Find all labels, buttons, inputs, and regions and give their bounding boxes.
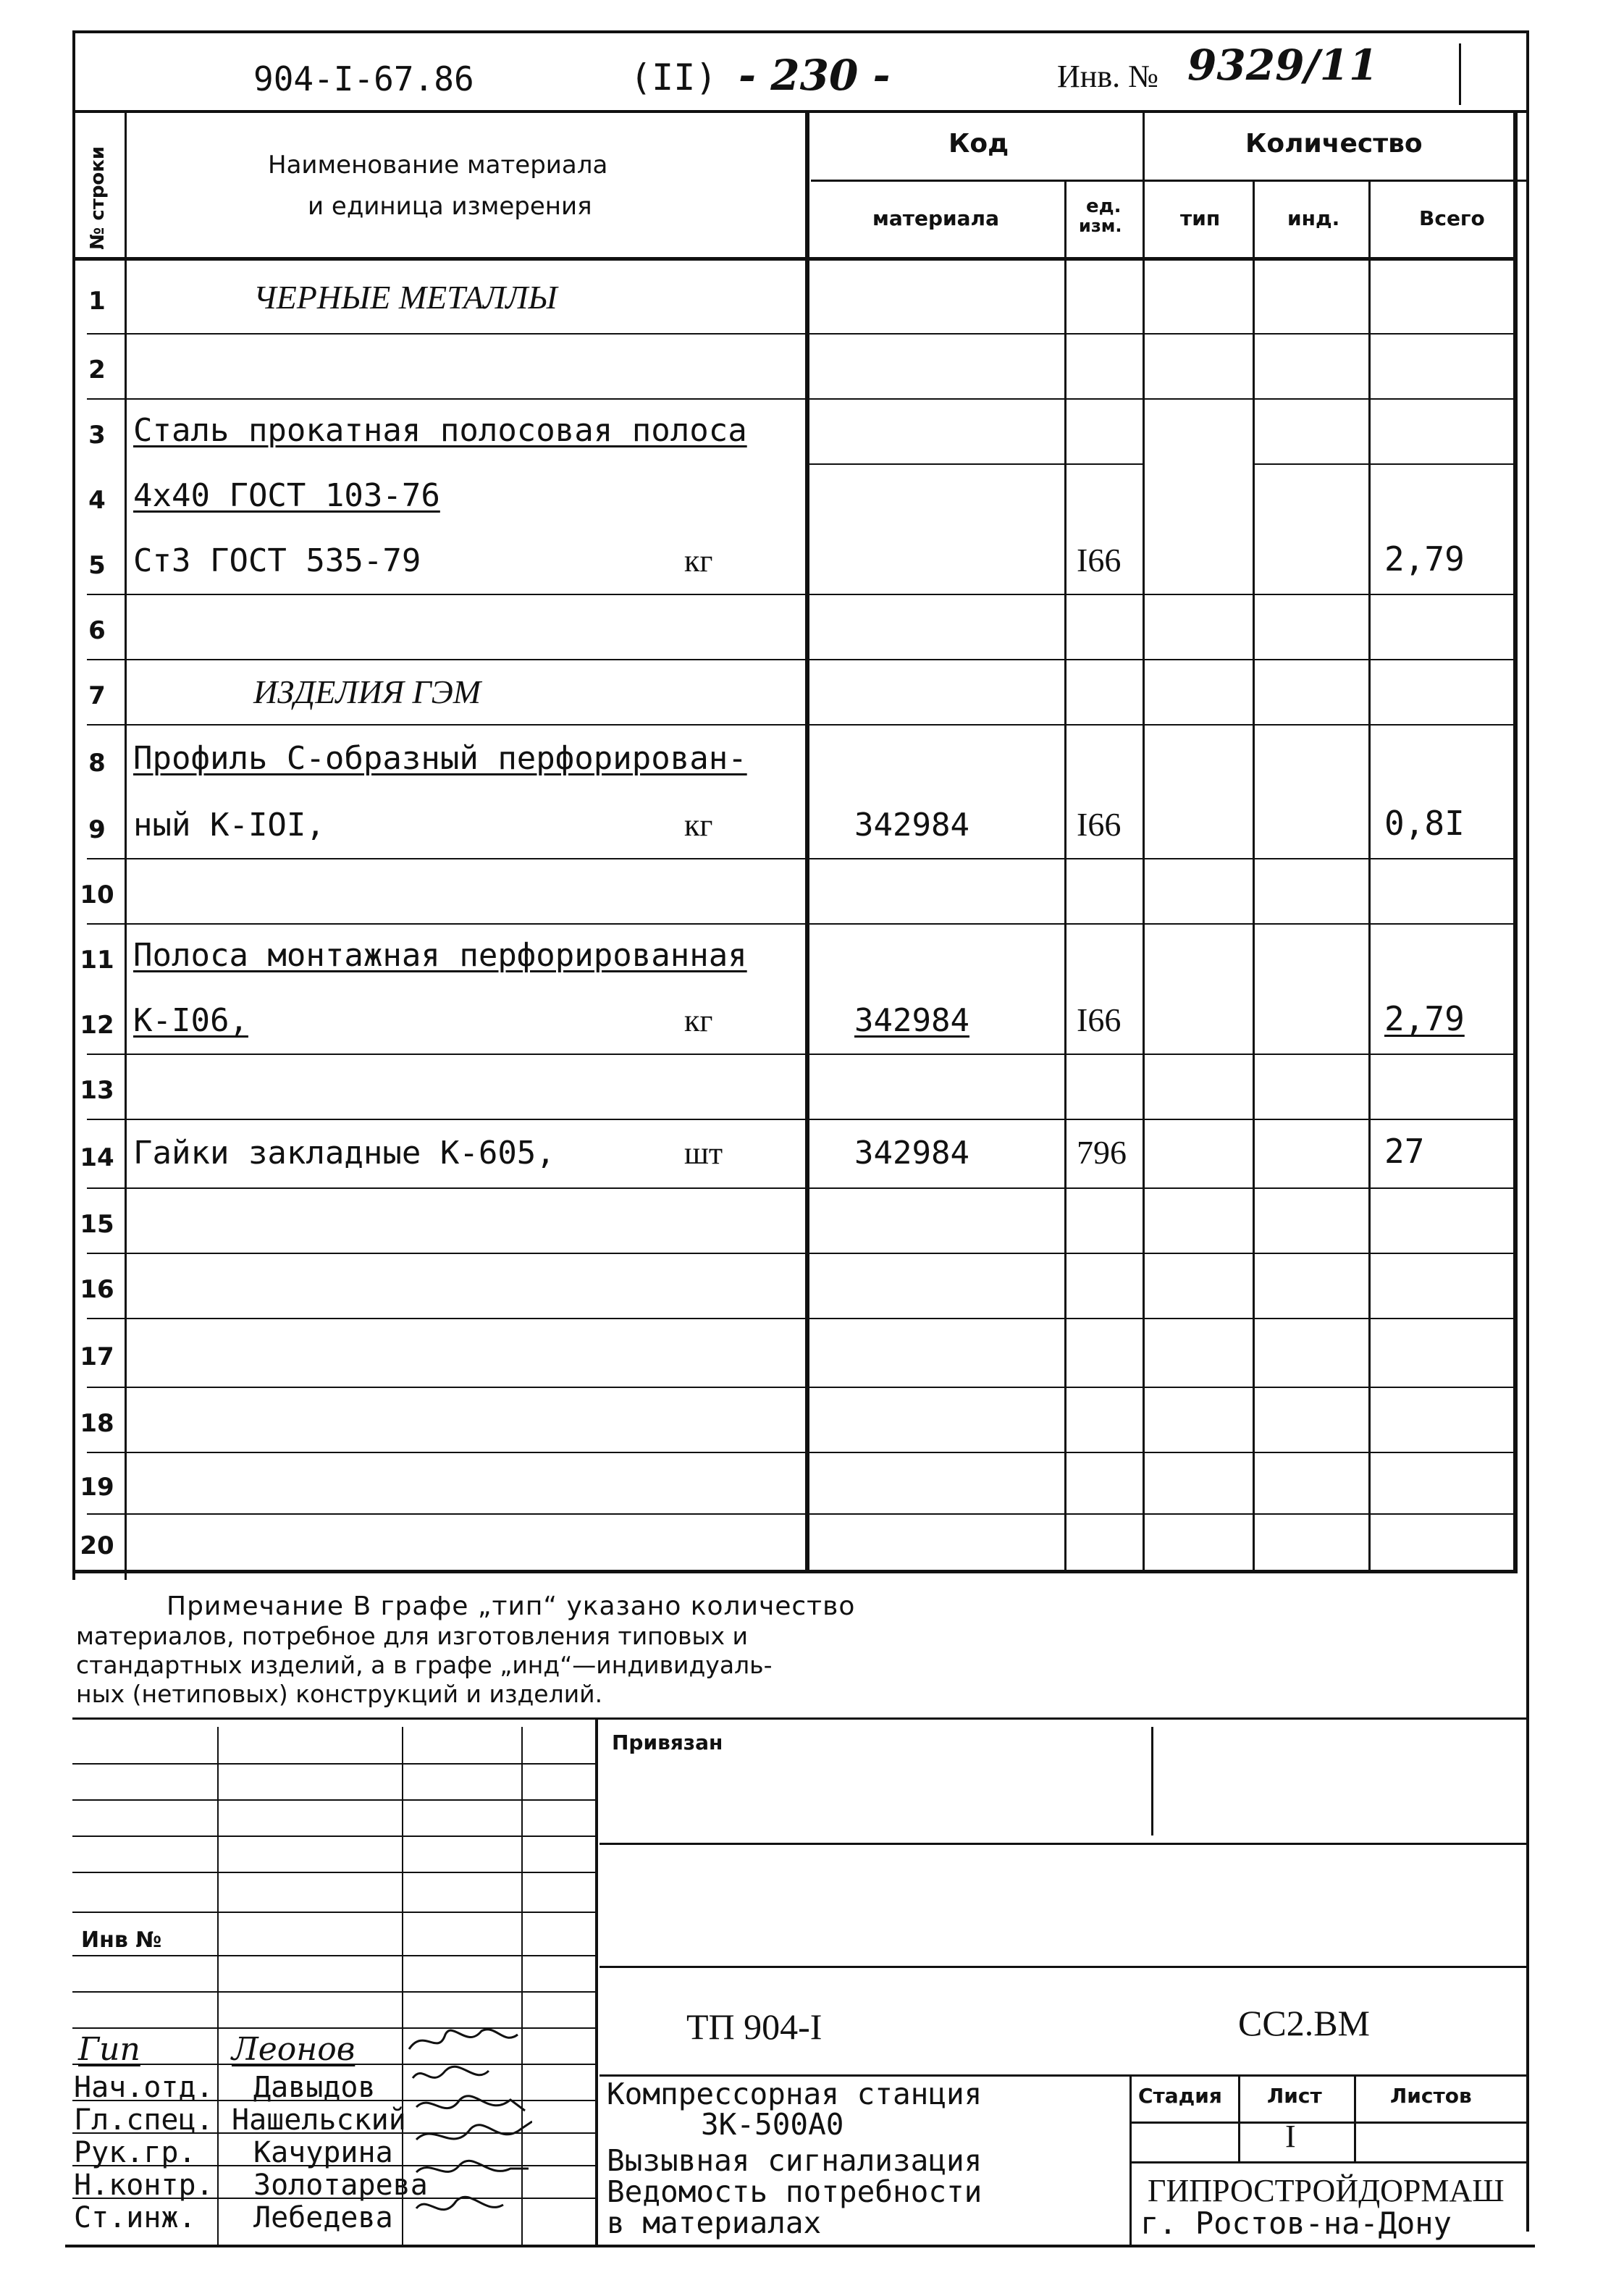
material-code: 342984 bbox=[854, 1134, 969, 1172]
title-line-3: Вызывная сигнализация bbox=[607, 2143, 983, 2178]
row-number: 12 bbox=[80, 1011, 114, 1040]
stamp-grid-h4 bbox=[72, 1872, 595, 1873]
person-name-4: Золотарева bbox=[253, 2169, 428, 2202]
stage-label: Стадия bbox=[1138, 2084, 1222, 2108]
frame-right bbox=[1526, 30, 1529, 2232]
row-separator bbox=[87, 724, 1513, 726]
sheets-label: Листов bbox=[1390, 2084, 1472, 2108]
row-separator bbox=[87, 333, 1513, 335]
material-name: ЧЕРНЫЕ МЕТАЛЛЫ bbox=[253, 279, 558, 316]
code-header: Код bbox=[948, 129, 1009, 159]
note-line-4: ных (нетиповых) конструкций и изделий. bbox=[76, 1680, 603, 1708]
stamp-grid-v1 bbox=[217, 1727, 219, 2245]
inv-number: 9329/11 bbox=[1187, 41, 1379, 90]
unit-code-header-line2: изм. bbox=[1079, 216, 1122, 236]
type-header: тип bbox=[1180, 206, 1221, 230]
row-number: 20 bbox=[80, 1531, 114, 1560]
row-number: 5 bbox=[88, 551, 106, 580]
row-separator bbox=[87, 594, 1513, 595]
material-name: К-I06, bbox=[133, 1002, 248, 1039]
unit-text: кг bbox=[684, 543, 713, 579]
row-number: 6 bbox=[88, 616, 106, 645]
frame-top bbox=[72, 30, 1528, 33]
header-mid-line bbox=[811, 180, 1528, 182]
row-separator bbox=[87, 858, 1513, 859]
note-line-2: материалов, потребное для изготовления типовых и bbox=[76, 1622, 748, 1650]
inv-label: Инв. № bbox=[1057, 59, 1159, 94]
row-separator bbox=[87, 1187, 1513, 1189]
material-name: 4х40 ГОСТ 103-76 bbox=[133, 477, 440, 514]
person-name-2: Нашельский bbox=[232, 2103, 406, 2137]
material-name: Сталь прокатная полосовая полоса bbox=[133, 412, 747, 449]
signature-leonov bbox=[409, 2030, 518, 2049]
stamp-grid-h5 bbox=[72, 1912, 595, 1913]
header-divider bbox=[1459, 43, 1461, 105]
sheet-label: Лист bbox=[1267, 2084, 1322, 2108]
total-header: Всего bbox=[1419, 206, 1485, 230]
bound-label: Привязан bbox=[612, 1731, 723, 1754]
sheet-value: I bbox=[1285, 2119, 1296, 2154]
person-role-1: Нач.отд. bbox=[74, 2071, 214, 2104]
stamp-grid-h2 bbox=[72, 1799, 595, 1801]
title-line-5: в материалах bbox=[607, 2205, 822, 2240]
note-line-3: стандартных изделий, а в графе „инд“—индивидуаль- bbox=[76, 1651, 773, 1679]
material-code: 342984 bbox=[854, 1002, 969, 1039]
stamp-top-line bbox=[72, 1717, 1529, 1720]
person-name-5: Лебедева bbox=[253, 2201, 393, 2234]
row-separator bbox=[87, 1054, 1513, 1055]
stage-row-line bbox=[1129, 2121, 1529, 2124]
bound-divider bbox=[1151, 1727, 1153, 1835]
page-number: - 230 - bbox=[739, 51, 891, 100]
quantity-header: Количество bbox=[1245, 129, 1423, 159]
header-bottom-line bbox=[72, 257, 1513, 261]
bound-bottom-line bbox=[599, 1843, 1529, 1845]
person-role-0: Гип bbox=[78, 2031, 140, 2068]
row-separator bbox=[87, 923, 1513, 925]
material-name: ный К-IOI, bbox=[133, 807, 325, 844]
person-name-1: Давыдов bbox=[253, 2071, 376, 2104]
title-line-2: 3К-500А0 bbox=[701, 2107, 844, 2142]
table-bottom-line bbox=[72, 1570, 1518, 1573]
unit-code: I66 bbox=[1077, 542, 1122, 579]
row-separator bbox=[87, 1253, 1513, 1254]
material-code-header: материала bbox=[872, 206, 999, 230]
name-header-line1: Наименование материала bbox=[268, 151, 608, 180]
signature-zolotareva bbox=[416, 2161, 529, 2172]
stamp-grid-h1 bbox=[72, 1763, 595, 1765]
stamp-grid-h3 bbox=[72, 1835, 595, 1837]
row-number: 15 bbox=[80, 1210, 114, 1239]
volume-number: (II) bbox=[630, 56, 718, 98]
signatures-graphic bbox=[402, 2020, 532, 2245]
stamp-divider bbox=[595, 1717, 598, 2245]
material-code: 342984 bbox=[854, 807, 969, 844]
sheet-right-line bbox=[1354, 2074, 1356, 2161]
row-number: 17 bbox=[80, 1342, 114, 1371]
total-quantity: 2,79 bbox=[1384, 999, 1465, 1038]
doc-code: СС2.ВМ bbox=[1238, 2003, 1371, 2043]
material-name: Профиль С-образный перфорирован- bbox=[133, 739, 747, 777]
row-number: 11 bbox=[80, 946, 114, 975]
person-name-3: Качурина bbox=[253, 2136, 393, 2169]
row-number: 2 bbox=[88, 356, 106, 384]
row-separator bbox=[805, 463, 1143, 465]
title-line-1: Компрессорная станция bbox=[607, 2077, 983, 2111]
total-quantity: 27 bbox=[1384, 1131, 1425, 1171]
row-number: 8 bbox=[88, 748, 106, 778]
row-number: 3 bbox=[88, 421, 106, 450]
row-separator bbox=[87, 1452, 1513, 1453]
material-name: ИЗДЕЛИЯ ГЭМ bbox=[253, 673, 481, 710]
col-line-total bbox=[1513, 110, 1518, 1573]
org-line-1: ГИПРОСТРОЙДОРМАШ bbox=[1148, 2173, 1505, 2208]
unit-text: кг bbox=[684, 807, 713, 843]
material-name: Полоса монтажная перфорированная bbox=[133, 937, 747, 974]
person-role-5: Ст.инж. bbox=[74, 2201, 196, 2234]
table-top-line bbox=[72, 110, 1528, 113]
unit-code-header-line1: ед. bbox=[1086, 195, 1122, 217]
row-number: 7 bbox=[88, 681, 106, 710]
signature-davydov bbox=[413, 2066, 489, 2078]
row-separator bbox=[87, 398, 1513, 400]
col-line-code bbox=[1064, 180, 1066, 1570]
stamp-inv-label: Инв № bbox=[81, 1927, 162, 1953]
sheet-left-line bbox=[1238, 2074, 1240, 2161]
unit-code: I66 bbox=[1077, 806, 1122, 843]
col-line-type bbox=[1253, 180, 1255, 1570]
stage-bottom-line bbox=[1129, 2161, 1529, 2163]
project-code: ТП 904-I bbox=[686, 2006, 822, 2047]
doc-number: 904-I-67.86 bbox=[253, 59, 474, 98]
material-name: Гайки закладные К-605, bbox=[133, 1134, 555, 1172]
name-header-line2: и единица измерения bbox=[308, 192, 592, 221]
signature-kachurina bbox=[416, 2121, 532, 2140]
stamp-grid-h6 bbox=[72, 1955, 595, 1956]
unit-text: кг bbox=[684, 1003, 713, 1038]
person-role-3: Рук.гр. bbox=[74, 2136, 196, 2169]
signature-nashelsky bbox=[416, 2096, 525, 2111]
note-line-1: Примечание В графе „тип“ указано количество bbox=[167, 1591, 856, 1621]
col-line-unit bbox=[1143, 110, 1145, 1570]
row-number: 9 bbox=[88, 815, 106, 844]
total-quantity: 2,79 bbox=[1384, 539, 1465, 579]
row-number: 16 bbox=[80, 1275, 114, 1304]
person-role-4: Н.контр. bbox=[74, 2169, 214, 2202]
row-number: 10 bbox=[80, 880, 114, 909]
row-separator bbox=[1253, 463, 1513, 465]
signature-lebedeva bbox=[416, 2197, 503, 2209]
total-quantity: 0,8I bbox=[1384, 804, 1465, 843]
row-number: 14 bbox=[80, 1143, 114, 1172]
person-name-0: Леонов bbox=[232, 2031, 355, 2068]
row-separator bbox=[87, 1119, 1513, 1120]
title-line-4: Ведомость потребности bbox=[607, 2174, 983, 2209]
row-separator bbox=[87, 1387, 1513, 1388]
org-line-2: г. Ростов-на-Дону bbox=[1140, 2205, 1452, 2241]
ind-header: инд. bbox=[1287, 206, 1340, 230]
unit-code: 796 bbox=[1077, 1133, 1127, 1171]
stamp-grid-h7 bbox=[72, 1991, 595, 1993]
col-line-name bbox=[805, 110, 809, 1573]
row-number: 19 bbox=[80, 1472, 114, 1502]
row-separator bbox=[87, 659, 1513, 660]
material-name: Ст3 ГОСТ 535-79 bbox=[133, 542, 421, 579]
row-number-header: № строки bbox=[87, 146, 109, 250]
stage-left-line bbox=[1129, 2074, 1132, 2245]
person-role-2: Гл.спец. bbox=[74, 2103, 214, 2137]
row-number: 1 bbox=[88, 287, 106, 316]
row-number: 18 bbox=[80, 1409, 114, 1438]
unit-code: I66 bbox=[1077, 1001, 1122, 1038]
row-separator bbox=[87, 1513, 1513, 1515]
stamp-code-line bbox=[599, 1966, 1529, 1968]
row-separator bbox=[87, 1318, 1513, 1319]
unit-text: шт bbox=[684, 1135, 723, 1171]
col-line-num bbox=[125, 110, 127, 1580]
col-line-ind bbox=[1368, 180, 1371, 1570]
row-number: 4 bbox=[88, 486, 106, 515]
row-number: 13 bbox=[80, 1076, 114, 1105]
frame-bottom bbox=[65, 2245, 1535, 2247]
